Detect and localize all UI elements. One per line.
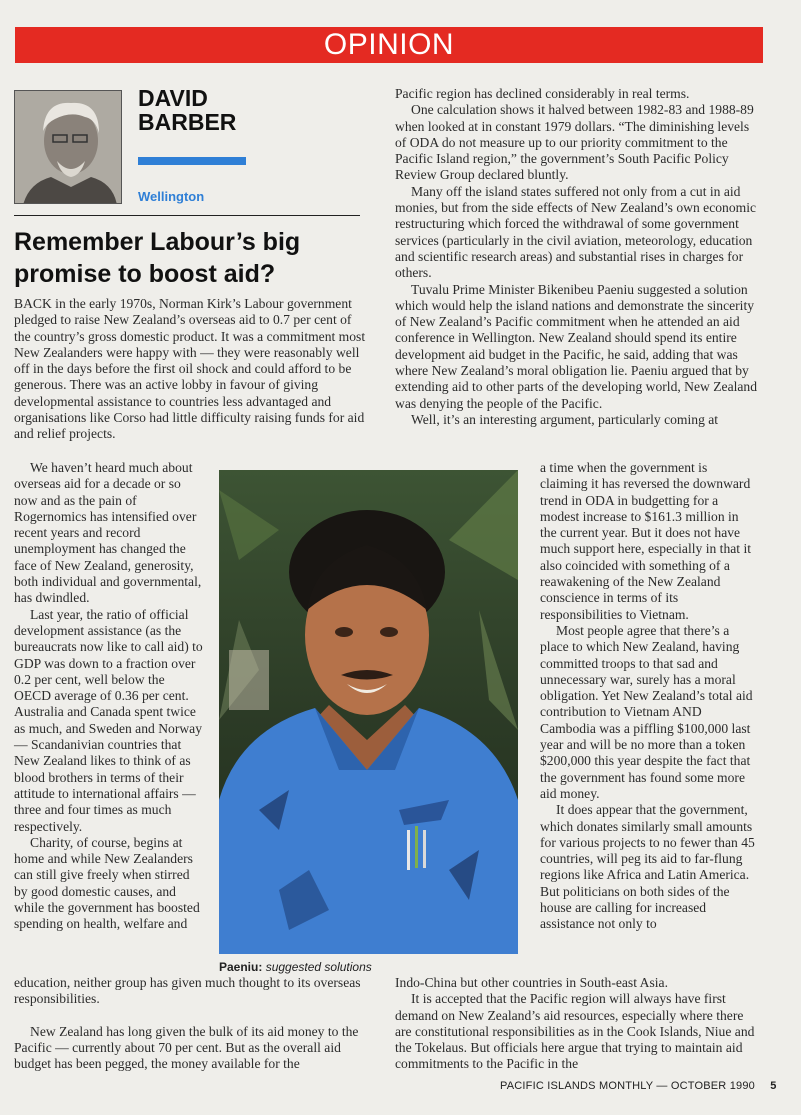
publication-line: PACIFIC ISLANDS MONTHLY — OCTOBER 1990 xyxy=(500,1080,755,1092)
right-paragraph-1: Pacific region has declined considerably in real terms. xyxy=(395,86,690,101)
right-paragraph-5: Well, it’s an interesting argument, particularly coming at xyxy=(411,411,719,427)
right-paragraph-3: Many off the island states suffered not only from a cut in aid monies, but from the side effects of New Zealand’s own economic restructuring which forced the withdrawal of some government services (particularly in the civil aviation, meteorology, education and scientific research areas) and substantial rises in charges for others. xyxy=(395,183,757,281)
section-banner xyxy=(15,27,763,63)
left-paragraph-3: Charity, of course, begins at home and while New Zealanders can still give freely when stirred by good domestic causes, and while the government has boosted spending on health, welfare and xyxy=(14,834,200,932)
right-top-column xyxy=(395,86,757,428)
right-bottom xyxy=(395,975,757,1073)
page-footer xyxy=(500,1080,777,1092)
right-bottom-continuation: Indo-China but other countries in South-east Asia. xyxy=(395,975,668,990)
right-narrow-paragraph-3: It does appear that the government, which donates similarly small amounts for various projects to no fewer than 45 countries, will peg its aid to far-flung regions like Africa and Latin America. But politicians on both sides of the house are calling for increased assistance not only to xyxy=(540,802,755,932)
divider xyxy=(14,215,360,216)
left-bottom xyxy=(14,975,366,1072)
caption-name: Paeniu: xyxy=(219,960,263,974)
left-bottom-continuation: education, neither group has given much thought to its overseas responsibilities. xyxy=(14,975,361,1007)
headline: Remember Labour’s big promise to boost aid? xyxy=(14,228,301,288)
photo-caption xyxy=(219,960,372,974)
right-paragraph-2: One calculation shows it halved between 1982-83 and 1988-89 when looked at in constant 1979 dollars. “The diminishing levels of ODA do not measure up to our priority commitment to the Pacific Island region,” the government’s South Pacific Policy Review Group declared bluntly. xyxy=(395,102,754,183)
paeniu-portrait-image xyxy=(219,470,518,954)
left-bottom-paragraph: New Zealand has long given the bulk of its aid money to the Pacific — currently about 70 per cent. But as the overall aid budget has been pegged, the money available for the xyxy=(14,1023,359,1072)
right-narrow-paragraph-2: Most people agree that there’s a place to which New Zealand, having committed troops to that sad and unnecessary war, surely has a moral obligation. Yet New Zealand’s total aid contribution to Vietnam AND Cambodia was a piffling $100,000 last year and will be no more than a token $200,000 this year despite the fact that the government has found some more aid money. xyxy=(540,622,753,801)
left-paragraph-2: Last year, the ratio of official development assistance (as the bureaucrats now like to call aid) to GDP was down to a fraction over 0.2 per cent, well below the OECD average of 0.36 per cent. Australia and Canada spent twice as much, and Sweden and Norway — Scandanivian countries that New Zealand likes to think of as blood brothers in terms of their attitude to international affairs — three and four times as much respectively. xyxy=(14,606,203,834)
right-paragraph-4: Tuvalu Prime Minister Bikenibeu Paeniu suggested a solution which would help the island nations and demonstrate the sincerity of New Zealand’s Pacific commitment when he attended an aid conference in Wellington. New Zealand should spend its entire development aid budget in the Pacific, he said, adding that was where New Zealand’s moral obligation lie. Paeniu argued that by extending aid to other parts of the developing world, New Zealand was denying the people of the Pacific. xyxy=(395,281,758,411)
right-bottom-paragraph: It is accepted that the Pacific region will always have first demand on New Zealand’s aid resources, especially where there are constitutional responsibilities as in the Cook Islands, Niue and the Tokelaus. But officials here argue that trying to maintain aid commitments to the Pacific in the xyxy=(395,991,755,1072)
author-name xyxy=(138,86,268,134)
author-last-name: BARBER xyxy=(138,109,237,135)
left-paragraph-1: We haven’t heard much about overseas aid for a decade or so now and as the pain of Rogernomics has intensified over recent years and record unemployment has changed the face of New Zealand, generosity, both individual and governmental, has dwindled. xyxy=(14,460,202,606)
intro-text: BACK in the early 1970s, Norman Kirk’s Labour government pledged to raise New Zealand’s overseas aid to 0.7 per cent of the country’s gross domestic product. It was a commitment most New Zealanders were happy with — they were reasonably well off in the days before the first oil shock and could afford to be generous. There was an active lobby in favour of giving developmental assistance to countries less advantaged and organisations like Corso had little difficulty raising funds for aid and relief projects. xyxy=(14,296,366,442)
page-number: 5 xyxy=(770,1080,777,1092)
intro-paragraph xyxy=(14,296,366,443)
left-column xyxy=(14,460,204,933)
author-location: Wellington xyxy=(138,189,205,204)
caption-text: suggested solutions xyxy=(265,960,372,974)
author-first-name: DAVID xyxy=(138,85,208,111)
author-portrait-image xyxy=(15,91,122,204)
section-title: OPINION xyxy=(323,28,455,61)
accent-rule xyxy=(138,157,246,165)
right-narrow-paragraph-1: a time when the government is claiming it has reversed the downward trend in ODA in budgetting for a modest increase to $161.3 million in the current year. But it does not have much support here, especially in that it also coincided with something of a reawakening of the New Zealand conscience in terms of its responsibilities to Vietnam. xyxy=(540,460,752,622)
article-photo xyxy=(219,470,518,954)
right-narrow-column xyxy=(540,460,758,933)
author-photo xyxy=(14,90,122,204)
